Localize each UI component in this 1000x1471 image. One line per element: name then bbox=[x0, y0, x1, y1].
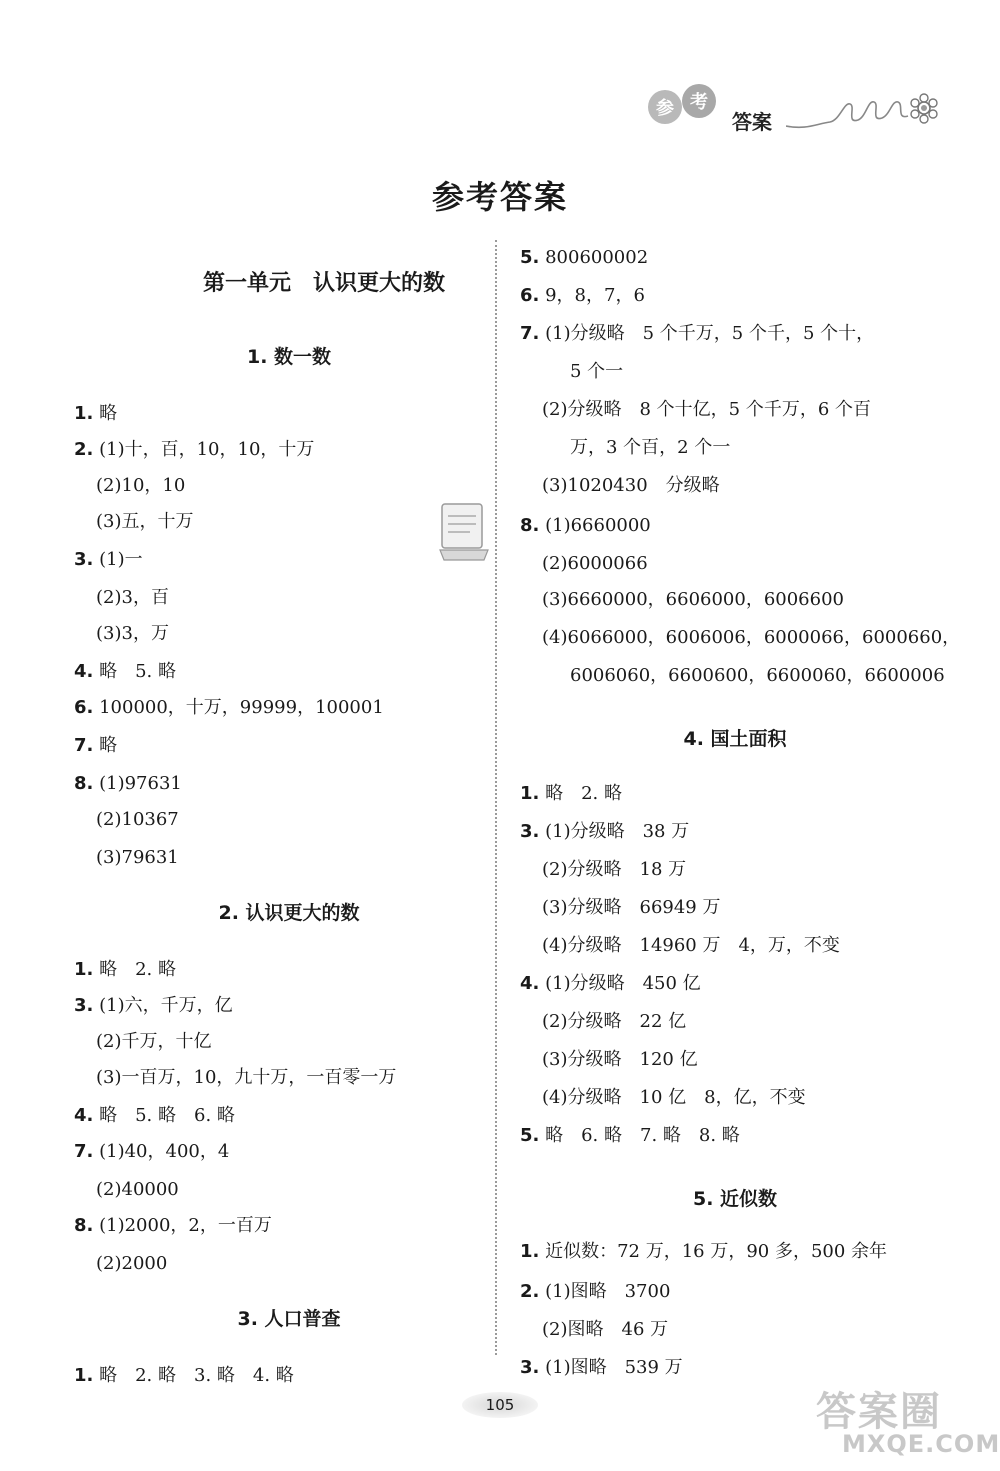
answer-line bbox=[520, 820, 689, 844]
item-number: 4. bbox=[74, 1105, 94, 1126]
badge-circle-1: 参 bbox=[648, 90, 682, 124]
item-number: 6. bbox=[74, 697, 94, 718]
answer-text: (1)图略 539 万 bbox=[539, 1357, 683, 1378]
answer-line bbox=[542, 552, 648, 576]
item-number: 8. bbox=[520, 515, 540, 536]
page-title: 参考答案 bbox=[431, 178, 568, 216]
answer-text: (3)3，万 bbox=[96, 623, 169, 644]
badge-circle-2: 考 bbox=[682, 84, 716, 118]
answer-text: (1)分级略 450 亿 bbox=[539, 973, 701, 994]
answer-text: 略 bbox=[93, 735, 118, 756]
answer-line bbox=[520, 246, 648, 270]
answer-text: 100000，十万，99999，100001 bbox=[93, 697, 384, 718]
answer-text: 800600002 bbox=[539, 247, 649, 268]
answer-line bbox=[570, 436, 730, 460]
flower-swirl-icon bbox=[786, 90, 946, 134]
answer-text: (4)分级略 10 亿 8，亿，不变 bbox=[542, 1087, 806, 1108]
item-number: 2. bbox=[74, 439, 94, 460]
answer-line bbox=[74, 402, 117, 426]
answer-text: (1)6660000 bbox=[539, 515, 651, 536]
item-number: 1. bbox=[74, 403, 94, 424]
answer-text: (4)6066000，6006006，6000066，6000660， bbox=[542, 627, 961, 648]
answer-line bbox=[96, 1066, 396, 1090]
answer-text: 略 2. 略 3. 略 4. 略 bbox=[93, 1365, 294, 1386]
watermark-logo: 答案圈 bbox=[816, 1389, 942, 1435]
item-number: 1. bbox=[74, 1365, 94, 1386]
answer-text: (2)分级略 18 万 bbox=[542, 859, 687, 880]
answer-text: (3)五，十万 bbox=[96, 511, 194, 532]
answer-line bbox=[520, 1356, 683, 1380]
answer-text: 5 个一 bbox=[570, 361, 624, 382]
answer-line bbox=[520, 1124, 740, 1148]
answer-line bbox=[520, 1240, 887, 1264]
answer-line bbox=[520, 284, 645, 308]
answer-line bbox=[96, 1252, 167, 1276]
answer-text: (2)图略 46 万 bbox=[542, 1319, 669, 1340]
answer-text: (1)六，千万，亿 bbox=[93, 995, 233, 1016]
answer-text: (1)一 bbox=[93, 549, 143, 570]
answer-text: 万，3 个百，2 个一 bbox=[570, 437, 731, 458]
header-badge bbox=[648, 84, 948, 136]
answer-text: (4)分级略 14960 万 4，万，不变 bbox=[542, 935, 840, 956]
answer-line bbox=[542, 1010, 686, 1034]
answer-line bbox=[542, 1318, 668, 1342]
item-number: 7. bbox=[520, 323, 540, 344]
answer-line bbox=[96, 808, 179, 832]
item-number: 6. bbox=[520, 285, 540, 306]
item-number: 5. bbox=[520, 1125, 540, 1146]
answer-line bbox=[74, 660, 176, 684]
answer-line bbox=[520, 1280, 670, 1304]
answer-text: 略 5. 略 6. 略 bbox=[93, 1105, 235, 1126]
answer-text: 近似数：72 万，16 万，90 多，500 余年 bbox=[539, 1241, 888, 1262]
answer-text: (2)10，10 bbox=[96, 475, 186, 496]
item-number: 3. bbox=[74, 995, 94, 1016]
answer-text: 6006060，6600600，6600060，6600006 bbox=[570, 665, 945, 686]
item-number: 1. bbox=[520, 1241, 540, 1262]
answer-text: (2)40000 bbox=[96, 1179, 179, 1200]
answer-text: 9，8，7，6 bbox=[539, 285, 645, 306]
answer-line bbox=[74, 958, 176, 982]
answer-line bbox=[96, 510, 194, 534]
answer-text: (2)10367 bbox=[96, 809, 179, 830]
answer-text: 略 2. 略 bbox=[539, 783, 622, 804]
answer-line bbox=[542, 588, 844, 612]
item-number: 4. bbox=[74, 661, 94, 682]
item-number: 8. bbox=[74, 773, 94, 794]
answer-line bbox=[542, 1048, 698, 1072]
answer-line bbox=[96, 1178, 179, 1202]
answer-line bbox=[542, 398, 871, 422]
item-number: 5. bbox=[520, 247, 540, 268]
answer-line bbox=[96, 474, 185, 498]
book-stamp-icon bbox=[436, 500, 492, 564]
badge-word: 答案 bbox=[732, 110, 772, 134]
answer-text: 略 6. 略 7. 略 8. 略 bbox=[539, 1125, 740, 1146]
item-number: 4. bbox=[520, 973, 540, 994]
answer-line bbox=[542, 934, 840, 958]
answer-text: (3)分级略 120 亿 bbox=[542, 1049, 698, 1070]
section-title: 1. 数一数 bbox=[246, 346, 332, 368]
answer-text: (1)十，百，10，10，十万 bbox=[93, 439, 315, 460]
answer-text: 略 bbox=[93, 403, 118, 424]
answer-line bbox=[542, 1086, 806, 1110]
answer-text: (2)6000066 bbox=[542, 553, 648, 574]
section-title: 5. 近似数 bbox=[692, 1188, 778, 1210]
answer-line bbox=[542, 474, 720, 498]
answer-text: (1)2000，2，一百万 bbox=[93, 1215, 272, 1236]
answer-text: 略 2. 略 bbox=[93, 959, 176, 980]
item-number: 1. bbox=[74, 959, 94, 980]
answer-line bbox=[74, 548, 143, 572]
answer-line bbox=[74, 438, 314, 462]
unit-title: 第一单元 认识更大的数 bbox=[202, 271, 445, 296]
answer-text: (3)1020430 分级略 bbox=[542, 475, 720, 496]
answer-text: (2)分级略 22 亿 bbox=[542, 1011, 687, 1032]
item-number: 3. bbox=[74, 549, 94, 570]
answer-line bbox=[74, 1364, 294, 1388]
answer-line bbox=[74, 734, 117, 758]
answer-line bbox=[96, 622, 169, 646]
answer-text: (1)图略 3700 bbox=[539, 1281, 671, 1302]
answer-line bbox=[74, 1140, 229, 1164]
item-number: 2. bbox=[520, 1281, 540, 1302]
answer-line bbox=[542, 626, 960, 650]
answer-line bbox=[520, 322, 874, 346]
answer-text: (2)2000 bbox=[96, 1253, 168, 1274]
answer-line bbox=[542, 858, 686, 882]
item-number: 3. bbox=[520, 821, 540, 842]
watermark-url: MXQE.COM bbox=[842, 1430, 1000, 1458]
answer-line bbox=[74, 696, 384, 720]
item-number: 1. bbox=[520, 783, 540, 804]
answer-text: (3)一百万，10，九十万，一百零一万 bbox=[96, 1067, 397, 1088]
answer-text: (2)分级略 8 个十亿，5 个千万，6 个百 bbox=[542, 399, 872, 420]
section-title: 3. 人口普查 bbox=[237, 1308, 341, 1330]
answer-line bbox=[96, 1030, 212, 1054]
answer-line bbox=[570, 664, 945, 688]
answer-text: (1)分级略 5 个千万，5 个千，5 个十， bbox=[539, 323, 875, 344]
answer-text: (3)6660000，6606000，6006600 bbox=[542, 589, 844, 610]
answer-text: (1)97631 bbox=[93, 773, 182, 794]
answer-line bbox=[570, 360, 623, 384]
answer-line bbox=[96, 586, 169, 610]
item-number: 8. bbox=[74, 1215, 94, 1236]
answer-text: (2)3，百 bbox=[96, 587, 169, 608]
answer-line bbox=[74, 1214, 272, 1238]
item-number: 7. bbox=[74, 735, 94, 756]
section-title: 4. 国土面积 bbox=[683, 728, 787, 750]
answer-line bbox=[520, 782, 622, 806]
answer-line bbox=[96, 846, 179, 870]
answer-line bbox=[520, 514, 651, 538]
answer-text: (2)千万，十亿 bbox=[96, 1031, 212, 1052]
answer-line bbox=[542, 896, 720, 920]
section-title: 2. 认识更大的数 bbox=[218, 902, 360, 924]
answer-text: 略 5. 略 bbox=[93, 661, 176, 682]
answer-line bbox=[74, 1104, 235, 1128]
answer-text: (1)分级略 38 万 bbox=[539, 821, 690, 842]
column-divider bbox=[495, 240, 497, 1355]
page-number: 105 bbox=[462, 1392, 538, 1418]
item-number: 3. bbox=[520, 1357, 540, 1378]
answer-line bbox=[74, 994, 233, 1018]
answer-line bbox=[520, 972, 701, 996]
answer-line bbox=[74, 772, 182, 796]
answer-text: (1)40，400，4 bbox=[93, 1141, 230, 1162]
answer-text: (3)分级略 66949 万 bbox=[542, 897, 721, 918]
answer-text: (3)79631 bbox=[96, 847, 179, 868]
item-number: 7. bbox=[74, 1141, 94, 1162]
